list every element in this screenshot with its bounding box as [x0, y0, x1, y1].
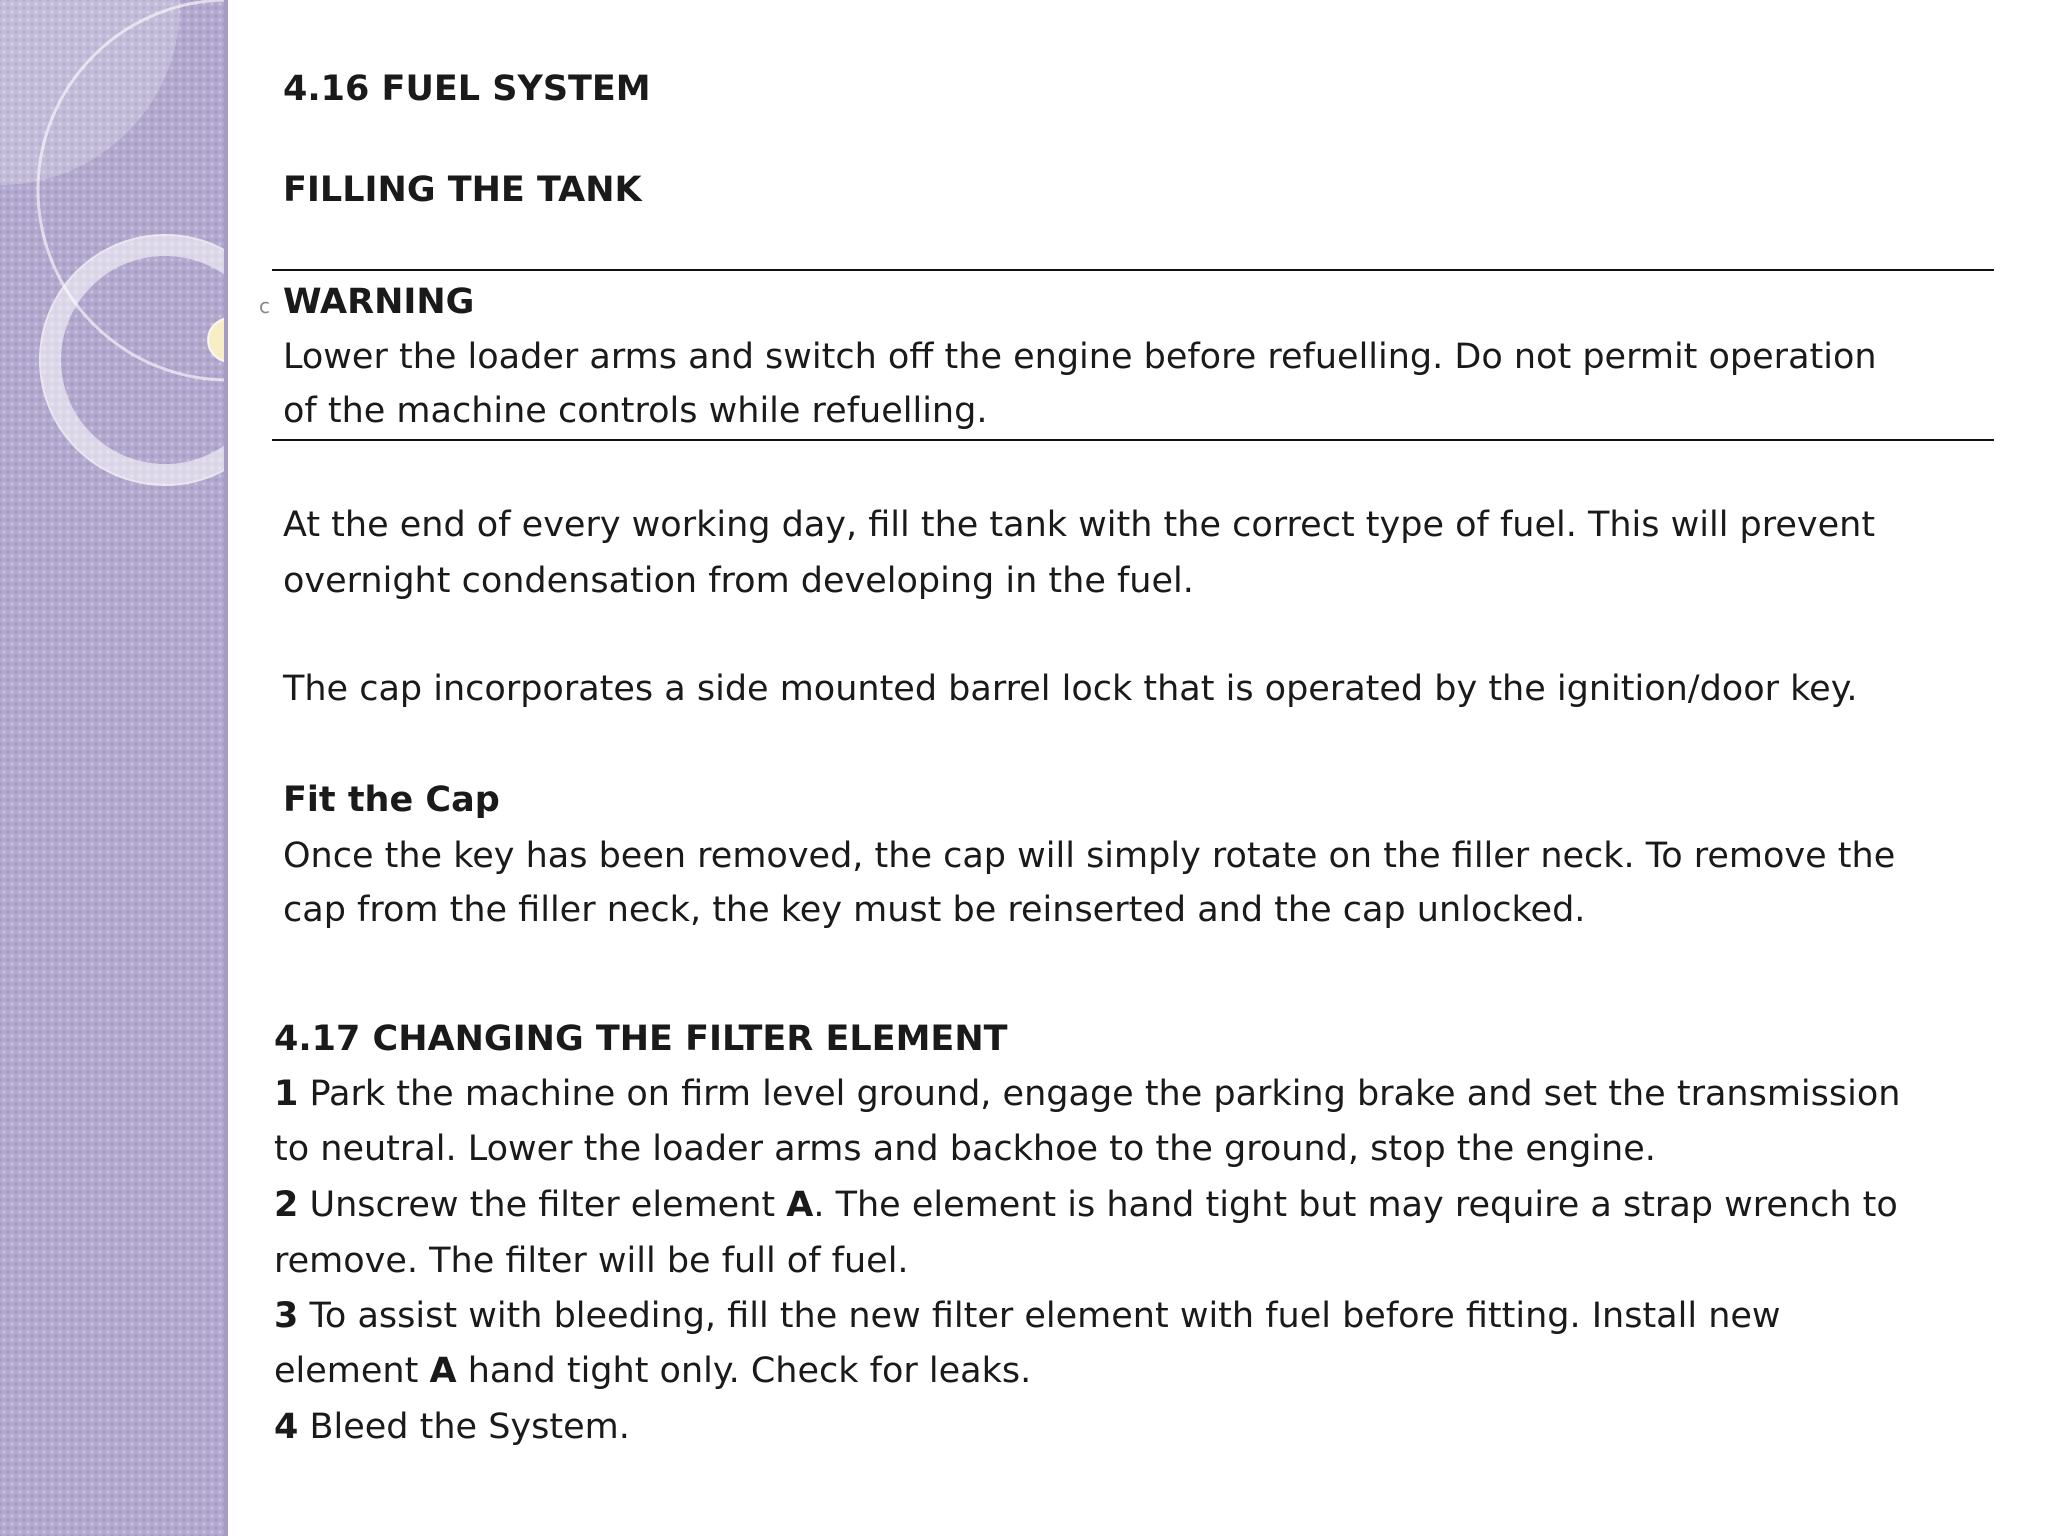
paragraph-2: The cap incorporates a side mounted barrel lock that is operated by the ignition/door key.: [283, 669, 1858, 709]
step-2-line-1: [274, 1178, 1974, 1233]
step-1-line-2: to neutral. Lower the loader arms and backhoe to the ground, stop the engine.: [274, 1129, 1656, 1169]
document-page: [228, 0, 2048, 1536]
section-title-4-16: 4.16 FUEL SYSTEM: [283, 69, 651, 109]
step-2-line-2: remove. The filter will be full of fuel.: [274, 1241, 909, 1281]
element-label-a: A: [786, 1185, 814, 1225]
fit-cap-line-1: Once the key has been removed, the cap will simply rotate on the filler neck. To remove the: [283, 836, 1896, 876]
step-number: 3: [274, 1296, 299, 1336]
step-number: 1: [274, 1074, 299, 1114]
paragraph-1-line-1: At the end of every working day, fill the tank with the correct type of fuel. This will prevent: [283, 505, 1876, 545]
step-3-line-2: [274, 1344, 1974, 1399]
paragraph-1-line-2: overnight condensation from developing in the fuel.: [283, 561, 1194, 601]
warning-label: WARNING: [283, 282, 475, 322]
bullet-glyph: c: [259, 294, 270, 318]
decorative-circles: [0, 0, 228, 520]
section-title-4-17: 4.17 CHANGING THE FILTER ELEMENT: [274, 1019, 1008, 1059]
element-label-a: A: [429, 1351, 457, 1391]
warning-top-rule: [272, 269, 1994, 271]
decorative-sidebar: [0, 0, 228, 1536]
step-number: 4: [274, 1407, 299, 1447]
step-text: Unscrew the filter element: [309, 1185, 776, 1225]
step-text: hand tight only. Check for leaks.: [467, 1351, 1032, 1391]
warning-line-1: Lower the loader arms and switch off the engine before refuelling. Do not permit operation: [283, 337, 1877, 377]
step-text: element: [274, 1351, 419, 1391]
fit-cap-heading: Fit the Cap: [283, 780, 500, 820]
section-subtitle-filling-tank: FILLING THE TANK: [283, 170, 642, 210]
step-text: Bleed the System.: [309, 1407, 630, 1447]
step-text: Park the machine on firm level ground, engage the parking brake and set the transmission: [309, 1074, 1901, 1114]
fit-cap-line-2: cap from the filler neck, the key must be reinserted and the cap unlocked.: [283, 890, 1586, 930]
step-number: 2: [274, 1185, 299, 1225]
warning-line-2: of the machine controls while refuelling.: [283, 391, 988, 431]
step-text: . The element is hand tight but may require a strap wrench to: [813, 1185, 1898, 1225]
step-1-line-1: [274, 1067, 1974, 1122]
step-3-line-1: [274, 1289, 1974, 1344]
step-text: To assist with bleeding, fill the new filter element with fuel before fitting. Install new: [309, 1296, 1781, 1336]
step-4-line-1: [274, 1400, 1974, 1455]
warning-bottom-rule: [272, 439, 1994, 441]
